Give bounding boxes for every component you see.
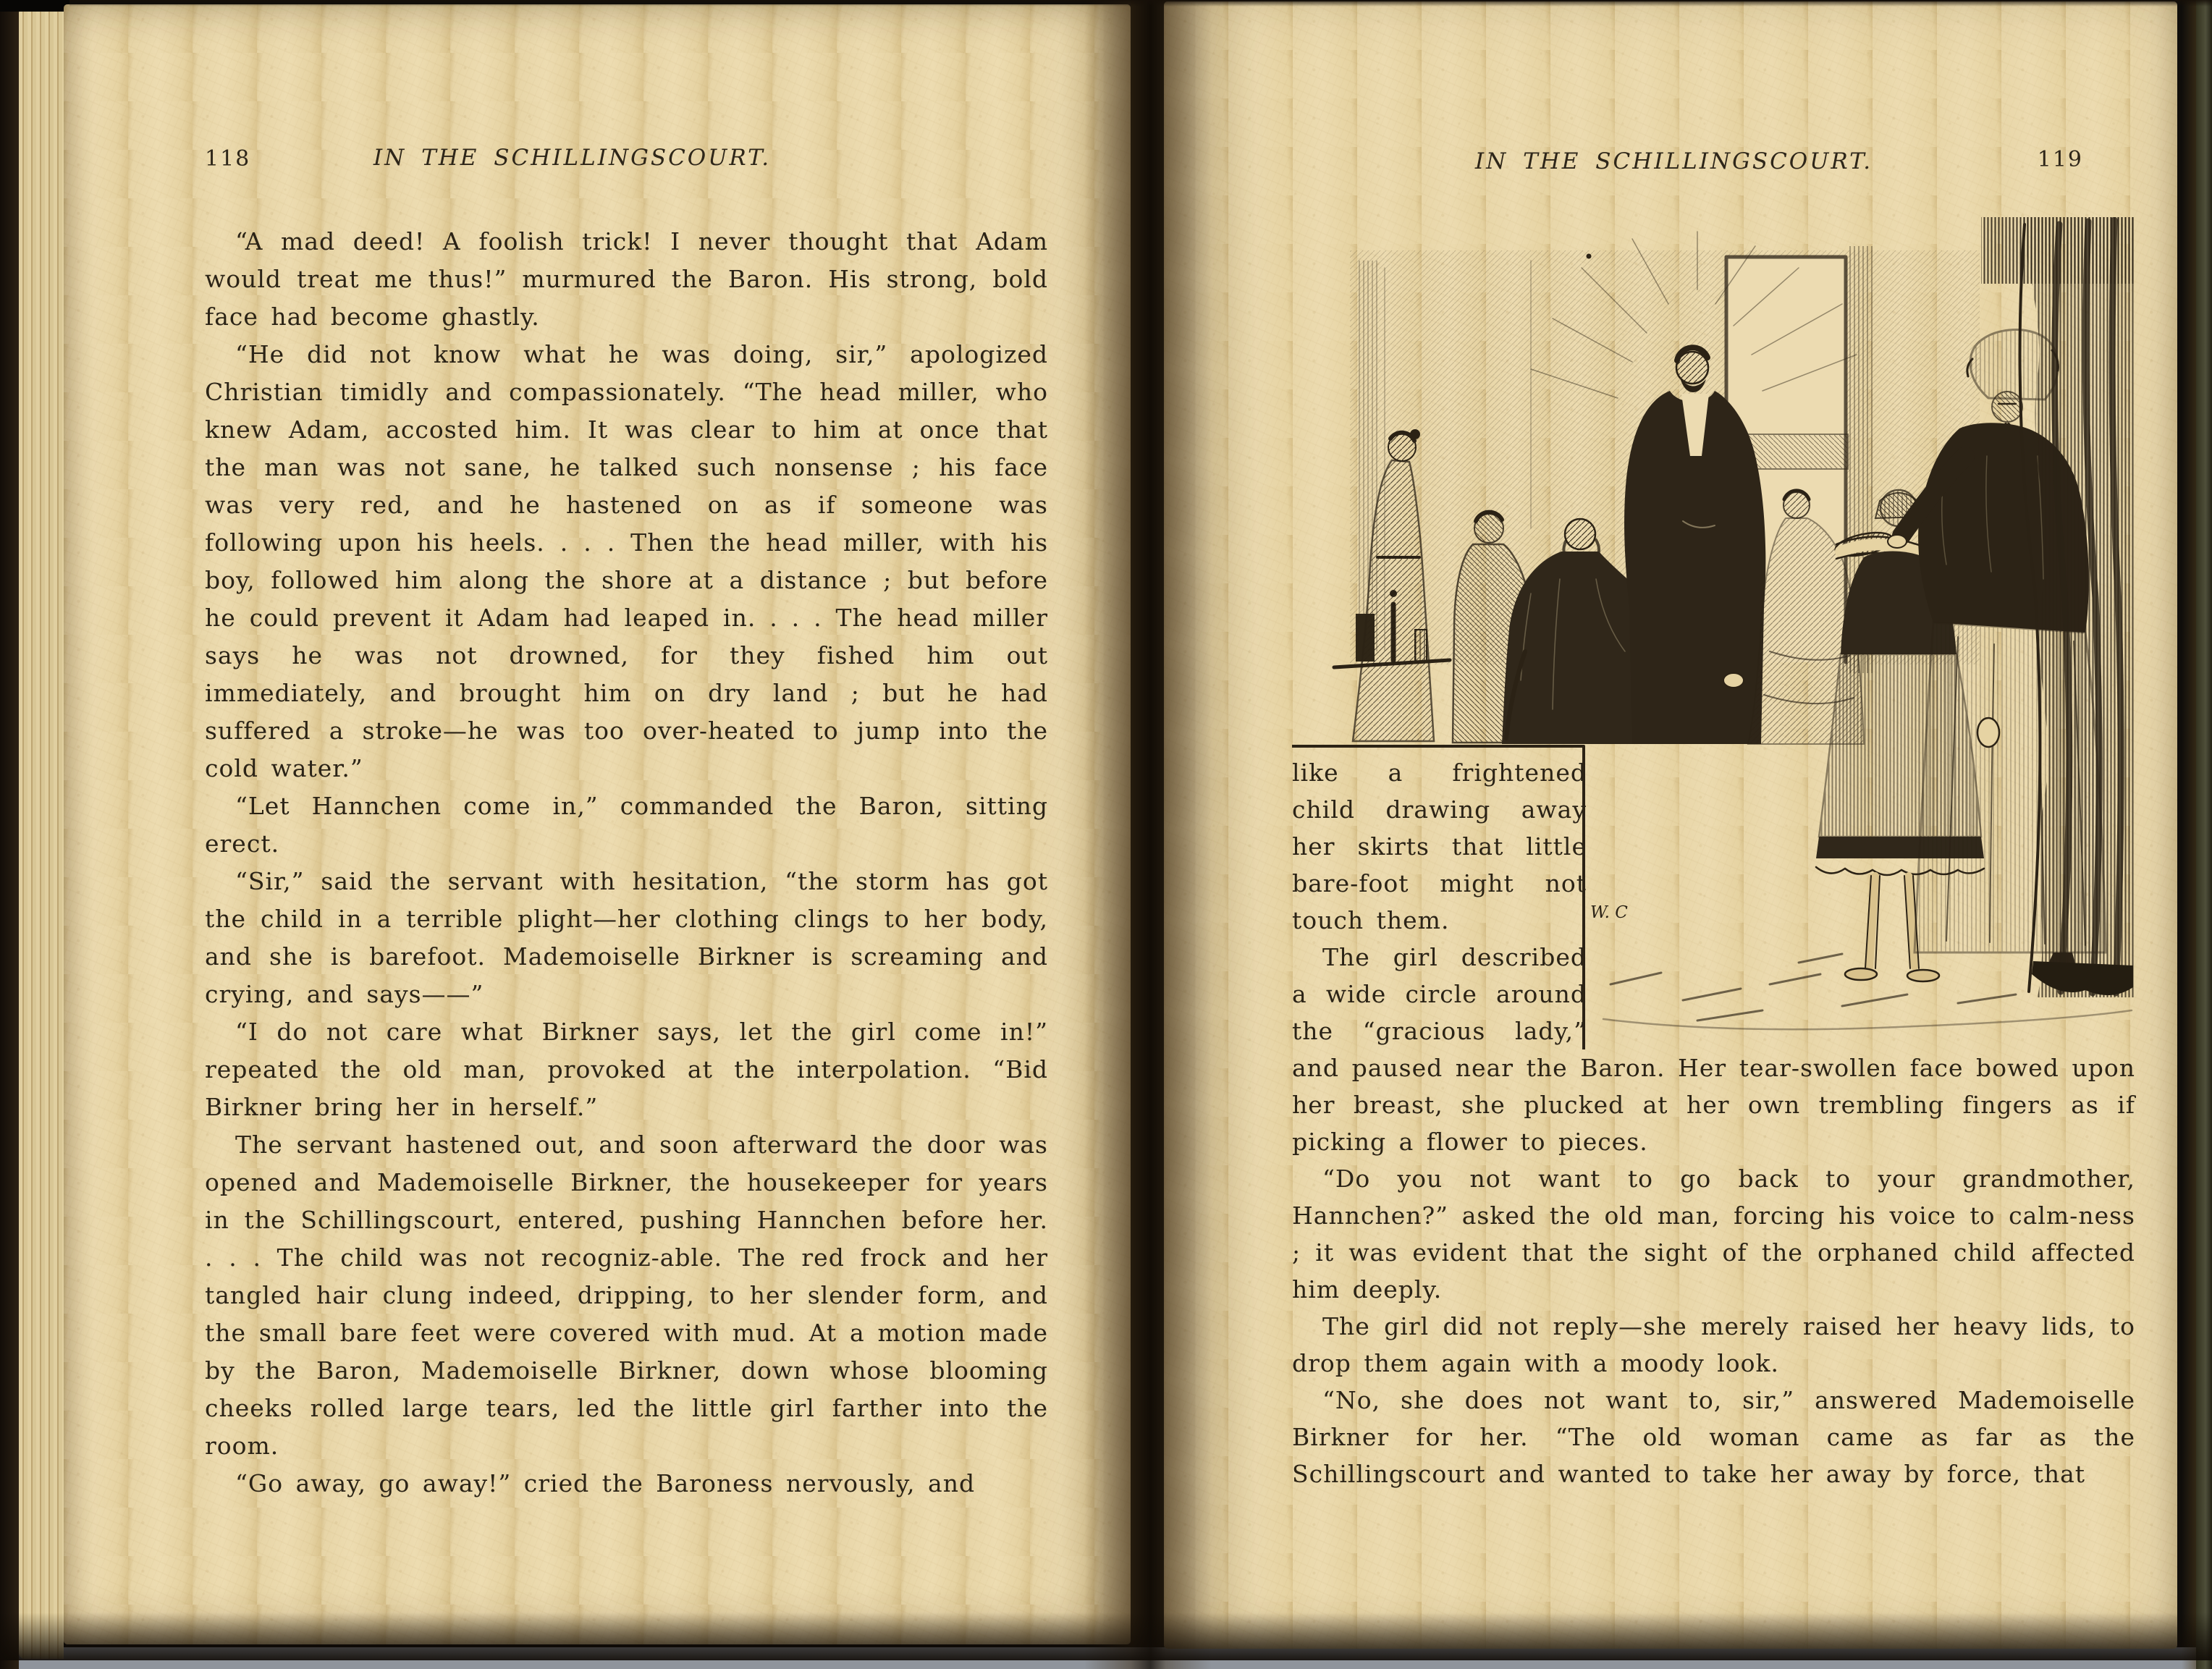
right-page-edge-shade <box>2182 0 2196 1669</box>
left-page <box>64 4 1131 1644</box>
body-paragraph: “Do you not want to go back to your grandmother, Hannchen?” asked the old man, forcing his voice to calm-ness ; it was evident that the sight of the orphaned child affected him deeply. <box>1292 1165 2135 1303</box>
right-page <box>1164 1 2177 1649</box>
body-paragraph: “He did not know what he was doing, sir,” apologized Christian timidly and compassionately. “The head miller, who knew Adam, accosted him. It was clear to him at once that the man was not sane, he talked such nonsense ; his face was very red, and he hastened on as if someone was following upon his heels. . . . Then the head miller, with his boy, followed him along the shore at a distance ; but before he could prevent it Adam had leaped in. . . . The head miller says he was not drowned, for they fished him out immediately, and brought him on dry land ; but he had suffered a stroke—he was too over-heated to jump into the cold water.” <box>205 340 1048 782</box>
book-cover-right-edge <box>2196 0 2212 1669</box>
body-paragraph: The girl did not reply—she merely raised her heavy lids, to drop them again with a moody look. <box>1292 1312 2135 1377</box>
artist-signature: W. C <box>1590 903 1628 922</box>
body-paragraph: The girl described a wide circle around the “gracious lady,” and paused near the Baron. Her tear-swollen face bowed upon her breast, she plucked at her own trembling fingers as if picking a flower to pieces. <box>1292 943 2135 1156</box>
top-edge-shadow <box>69 0 2212 7</box>
table-surface <box>0 1647 2212 1669</box>
body-paragraph: like a frightened child drawing away her skirts that little bare-foot might not touch them. <box>1292 759 1587 934</box>
body-paragraph: “I do not care what Birkner says, let the girl come in!” repeated the old man, provoked at the interpolation. “Bid Birkner bring her in herself.” <box>205 1018 1048 1121</box>
right-running-head: IN THE SCHILLINGSCOURT. <box>1474 148 1873 174</box>
body-paragraph: “Let Hannchen come in,” commanded the Baron, sitting erect. <box>205 792 1048 858</box>
illustration-spacer-left <box>1292 217 1587 754</box>
body-paragraph: “Sir,” said the servant with hesitation, “the storm has got the child in a terrible plight—her clothing clings to her body, and she is barefoot. Mademoiselle Birkner is screaming and crying, and says——” <box>205 867 1048 1008</box>
body-paragraph: The servant hastened out, and soon afterward the door was opened and Mademoiselle Birkner, the housekeeper for years in the Schillingscourt, entered, pushing Hannchen before her. . . . The child was not recogniz-able. The red frock and her tangled hair clung indeed, dripping, to her slender form, and the small bare feet were covered with mud. At a motion made by the Baron, Mademoiselle Birkner, down whose blooming cheeks rolled large tears, led the little girl farther into the room. <box>205 1131 1048 1460</box>
right-page-text <box>1292 217 2135 1492</box>
left-page-number: 118 <box>205 146 251 172</box>
page-stack-edges <box>19 7 64 1659</box>
left-running-head: IN THE SCHILLINGSCOURT. <box>373 145 772 171</box>
illustration-spacer-right <box>1587 217 2135 1048</box>
right-page-content <box>1292 217 2135 1578</box>
right-page-number: 119 <box>2037 147 2083 172</box>
body-paragraph: “Go away, go away!” cried the Baroness nervously, and <box>235 1469 976 1497</box>
body-paragraph: “A mad deed! A foolish trick! I never thought that Adam would treat me thus!” murmured the Baron. His strong, bold face had become ghastly. <box>205 227 1048 331</box>
left-page-text <box>205 223 1048 1503</box>
book-cover-left-edge <box>0 0 19 1669</box>
body-paragraph: “No, she does not want to, sir,” answered Mademoiselle Birkner for her. “The old woman came as far as the Schillingscourt and wanted to take her away by force, that <box>1292 1386 2135 1488</box>
photo-dark-corner <box>0 0 69 12</box>
